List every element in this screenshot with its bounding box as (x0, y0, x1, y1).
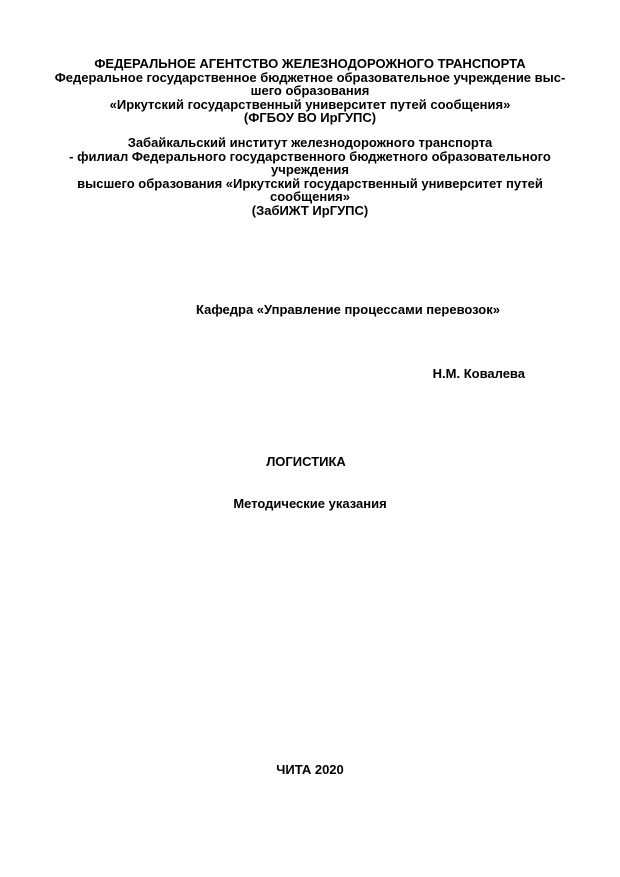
author-name: Н.М. Ковалева (432, 366, 525, 381)
department-name: Кафедра «Управление процессами перевозок» (196, 302, 500, 317)
document-subtitle: Методические указания (233, 496, 387, 511)
city-year-imprint: ЧИТА 2020 (276, 762, 344, 777)
document-title: ЛОГИСТИКА (266, 454, 346, 469)
federal-agency-header: ФЕДЕРАЛЬНОЕ АГЕНТСТВО ЖЕЛЕЗНОДОРОЖНОГО ТРАНСПОРТА Федеральное государственное бюджетное образовательное учреждение выс- шего образования «Иркутский государственный университет путей сообщения» (ФГБОУ ВО ИрГУПС) (54, 56, 566, 125)
institute-header: Забайкальский институт железнодорожного транспорта - филиал Федерального государственного бюджетного образовательного учреждения высшего образования «Иркутский государственный университет путей сообщения» (ЗабИЖТ ИрГУПС) (69, 135, 551, 218)
